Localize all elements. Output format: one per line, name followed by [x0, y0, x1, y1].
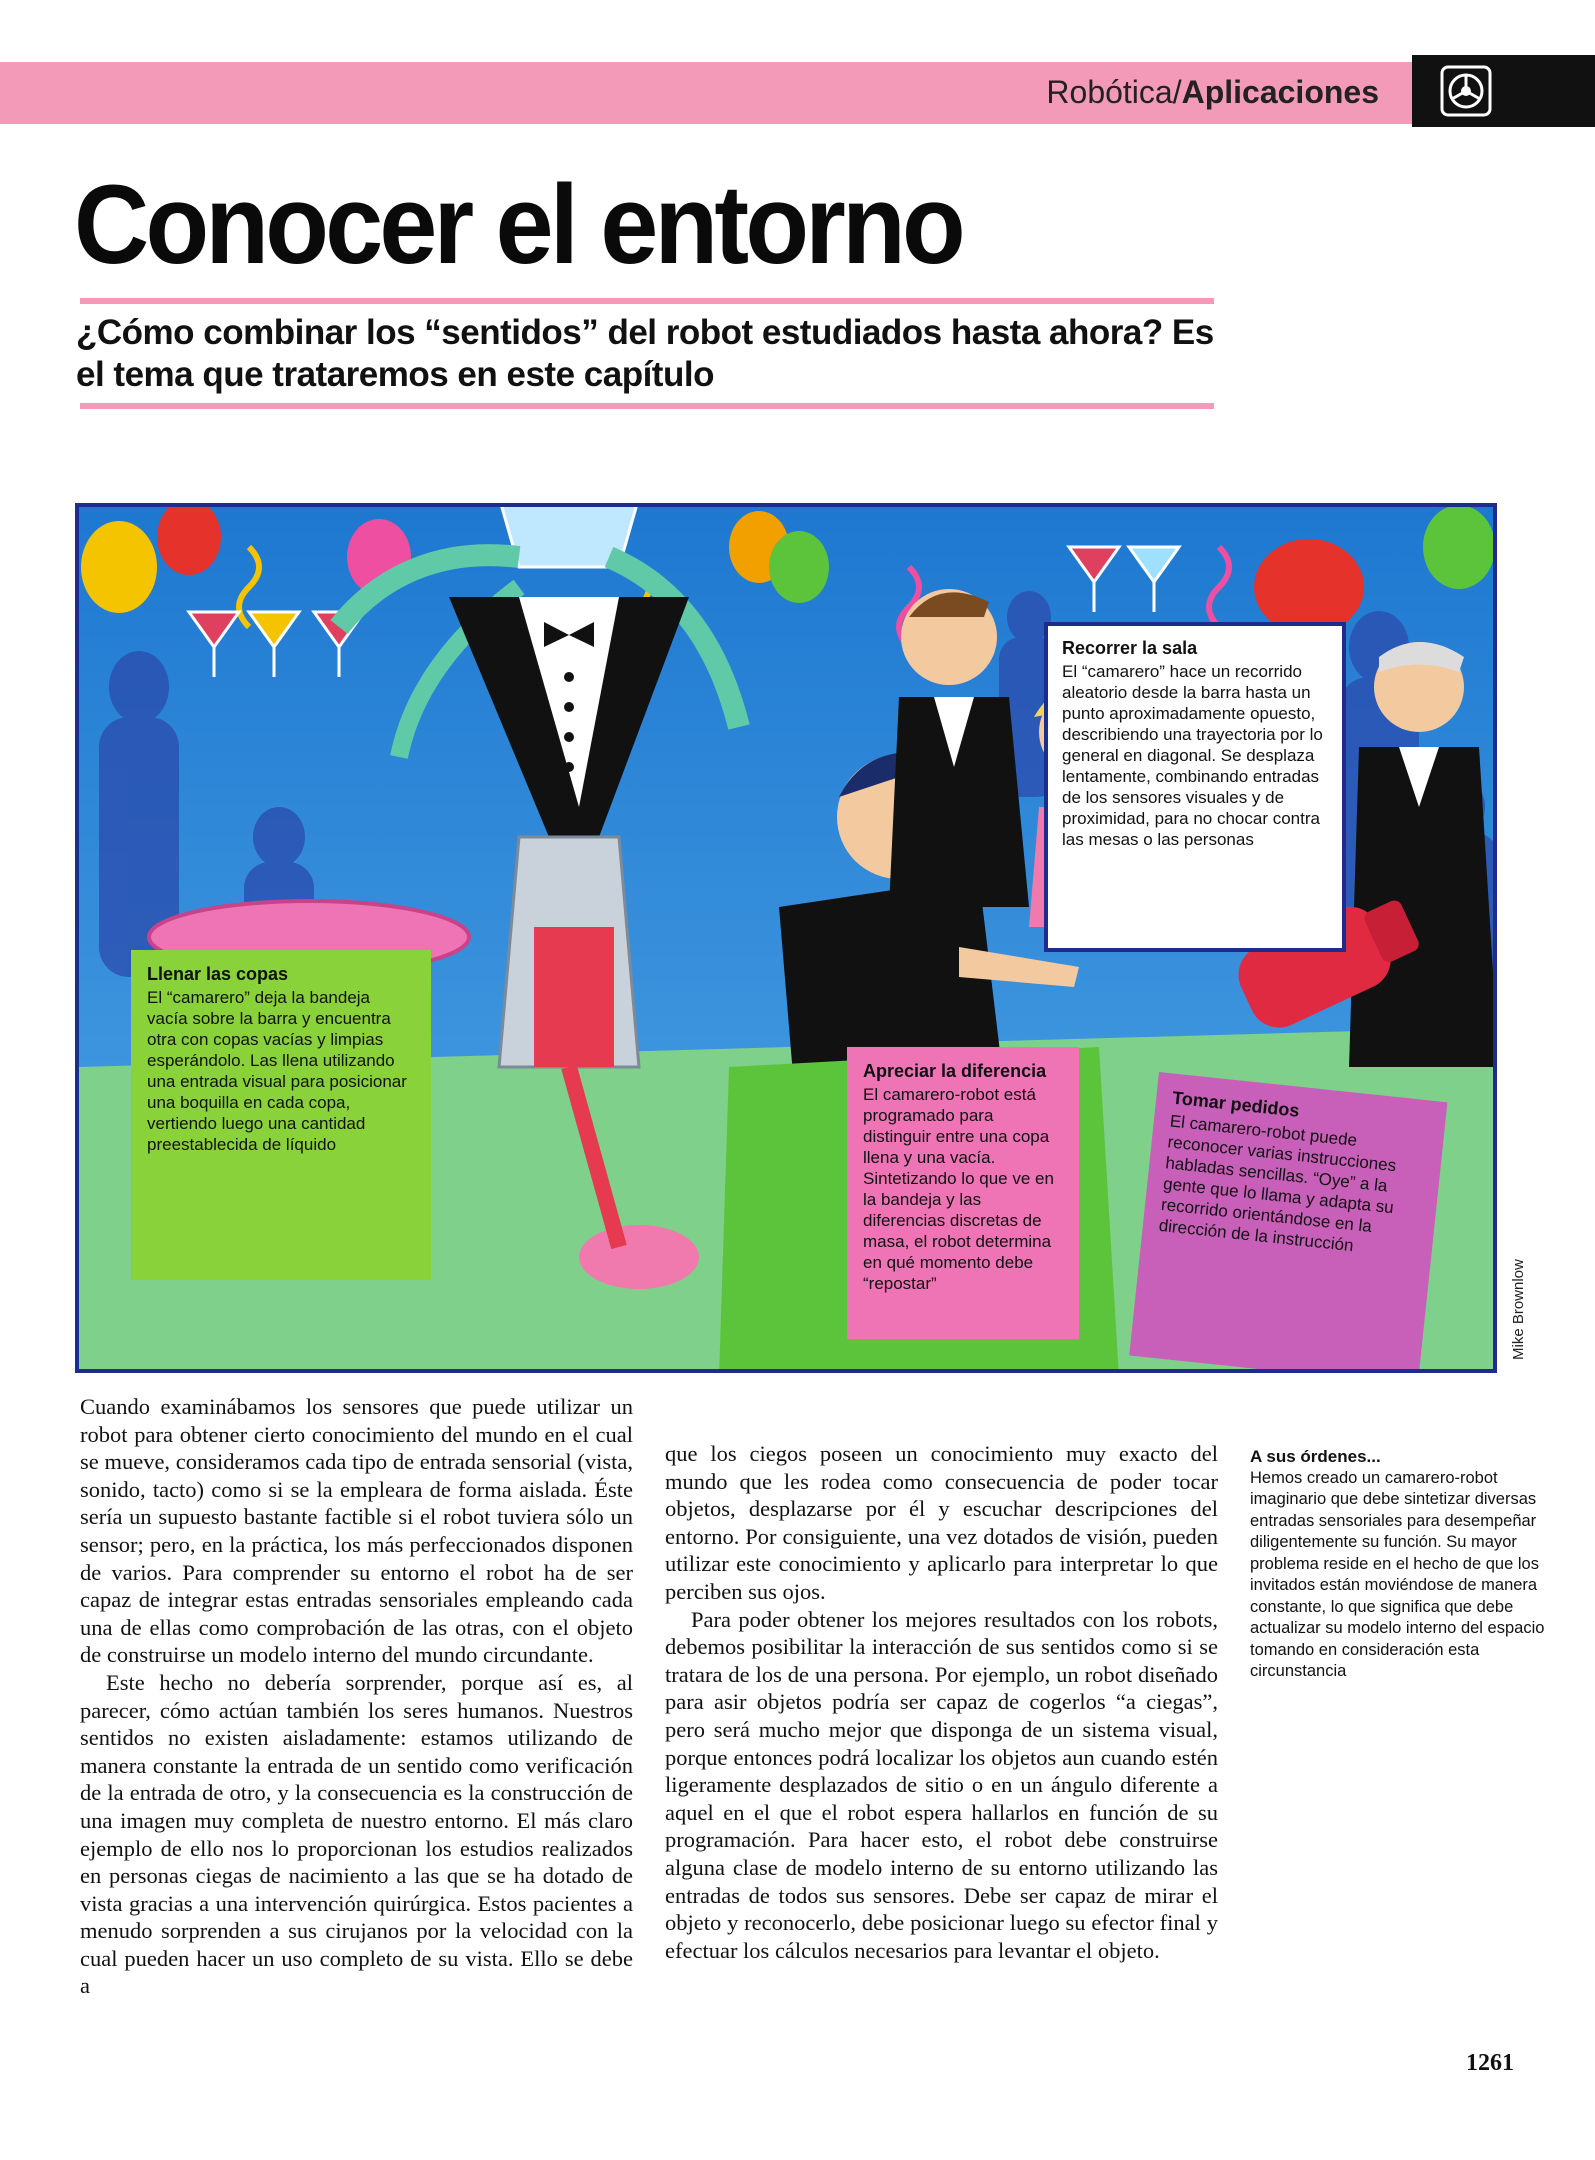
caption-text: El “camarero” deja la bandeja vacía sobre la barra y encuentra otra con copas vacías y limpias esperándolo. Las llena utilizando una entrada visual para posicionar una boquilla en cada copa, vertiendo luego una cantidad preestablecida de líquido [147, 988, 407, 1154]
body-paragraph: Cuando examinábamos los sensores que puede utilizar un robot para obtener cierto conocimiento del mundo en el cual se mueve, consideramos cada tipo de entrada sensorial (vista, sonido, tacto) como si se la empleara de forma aislada. Éste sería un supuesto bastante factible si el robot tuviera sólo un sensor; pero, en la práctica, los más perfeccionados disponen de varios. Para comprender su entorno el robot ha de ser capaz de integrar estas entradas sensoriales empleando cada una de ellas como comprobación de las otras, con el objeto de construirse un modelo interno del mundo circundante. [80, 1394, 633, 1668]
body-paragraph: que los ciegos poseen un conocimiento muy exacto del mundo que les rodea como consecuencia de poder tocar objetos, desplazarse por él y escuchar descripciones del entorno. Por consiguiente, una vez dotados de visión, pueden utilizar este conocimiento y aplicarlo para interpretar lo que perciben sus ojos. [665, 1441, 1218, 1604]
caption-heading: Apreciar la diferencia [863, 1061, 1047, 1081]
robot-foot [579, 1225, 699, 1289]
caption-text: El “camarero” hace un recorrido aleatorio desde la barra hasta un punto aproximadamente opuesto, describiendo una trayectoria por lo general en diagonal. Se desplaza lentamente, combinando entradas de los sensores visuales y de proximidad, para no chocar contra las mesas o las personas [1062, 662, 1323, 849]
caption-fill-glasses [131, 950, 431, 1280]
section-name: Robótica/ [1046, 74, 1182, 110]
body-column-1 [80, 1393, 633, 2000]
body-paragraph: Para poder obtener los mejores resultados con los robots, debemos posibilitar la interacción de sus sentidos como si se tratara de los de una persona. Por ejemplo, un robot diseñado para asir objetos podría ser capaz de cogerlos “a ciegas”, pero será mucho mejor que disponga de un sistema visual, porque entonces podrá localizar los objetos aun cuando estén ligeramente desplazados de sitio o en un ángulo diferente a aquel en el que el robot espera hallarlos en función de su programación. Para hacer esto, el robot debe construirse alguna clase de modelo interno de su entorno utilizando las entradas de todos sus sensores. Debe ser capaz de mirar el objeto y reconocerlo, debe posicionar luego su efector final y efectuar los cálculos necesarios para levantar el objeto. [665, 1606, 1218, 1963]
illustration-credit: Mike Brownlow [1510, 1259, 1527, 1360]
page-number: 1261 [1466, 2050, 1514, 2076]
caption-text: El camarero-robot está programado para distinguir entre una copa llena y una vacía. Sintetizando lo que ve en la bandeja y las diferencias discretas de masa, el robot determina en qué momento debe “repostar” [863, 1085, 1054, 1293]
body-paragraph: Este hecho no debería sorprender, porque así es, al parecer, cómo actúan también los seres humanos. Nuestros sentidos no existen aisladamente: estamos utilizando de manera constante la entrada de un sentido como verificación de la entrada de otro, y la consecuencia es la construcción de una imagen muy completa de nuestro entorno. El más claro ejemplo de ello nos lo proporcionan los estudios realizados en personas ciegas de nacimiento a las que se ha dotado de vista gracias a una intervención quirúrgica. Estos pacientes a menudo sorprenden a sus cirujanos por la velocidad con la cual pueden hacer un uso completo de su vista. Ello se debe a [80, 1669, 633, 1999]
title-rule-top [80, 298, 1214, 304]
caption-take-orders [1129, 1072, 1447, 1373]
page-subtitle: ¿Cómo combinar los “sentidos” del robot estudiados hasta ahora? Es el tema que trataremos en este capítulo [76, 313, 1214, 394]
caption-heading: Recorrer la sala [1062, 638, 1198, 658]
body-column-2 [665, 1440, 1218, 1964]
title-rule-bottom [80, 403, 1214, 409]
caption-heading: Tomar pedidos [1171, 1087, 1301, 1121]
section-icon-box [1412, 55, 1595, 127]
sidebar-text: Hemos creado un camarero-robot imaginario que debe sintetizar diversas entradas sensoriales para desempeñar diligentemente su función. Su mayor problema reside en el hecho de que los invitados están moviéndose de manera constante, lo que significa que debe actualizar su modelo interno del espacio tomando en consideración esta circunstancia [1250, 1468, 1545, 1680]
robot-wheel-icon [1440, 65, 1492, 117]
section-label [1046, 70, 1379, 114]
caption-heading: Llenar las copas [147, 964, 289, 984]
sidebar-heading: A sus órdenes... [1250, 1447, 1381, 1466]
caption-walk-room [1044, 622, 1346, 952]
caption-appreciate-difference [847, 1047, 1079, 1339]
party-illustration [75, 503, 1497, 1373]
subsection-name: Aplicaciones [1181, 74, 1379, 110]
caption-text: El camarero-robot puede reconocer varias instrucciones habladas sencillas. “Oye” a la gente que lo llama y adapta su recorrido orientándose en la dirección de la instrucción [1157, 1111, 1398, 1256]
page-title: Conocer el entorno [74, 162, 962, 287]
sidebar-note [1250, 1446, 1550, 1683]
